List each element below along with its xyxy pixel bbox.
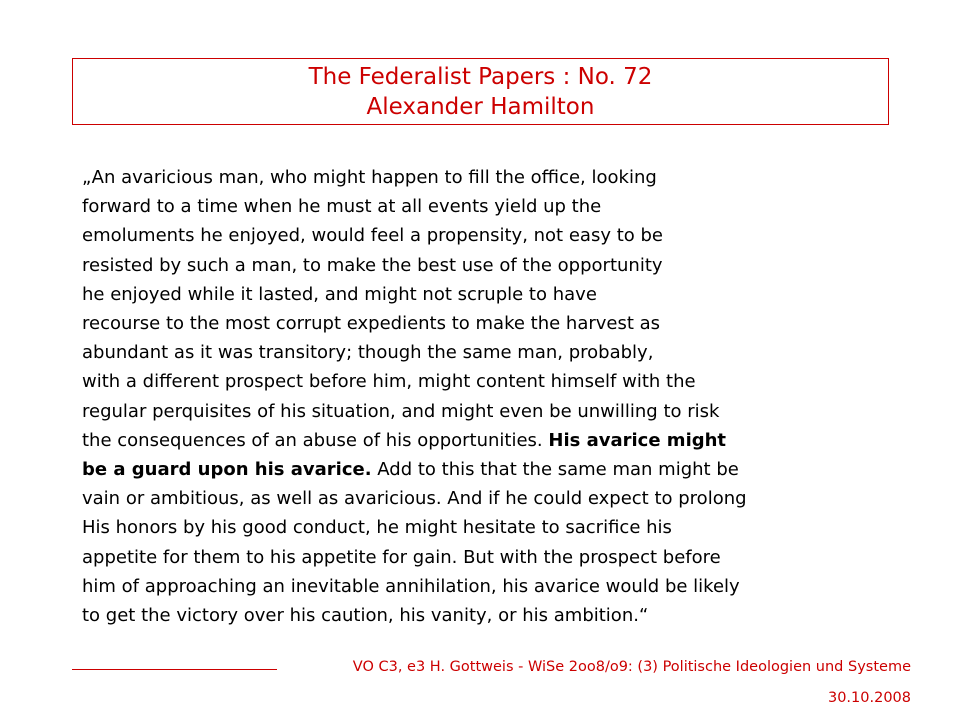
- quote-line: recourse to the most corrupt expedients to make the harvest as: [82, 313, 661, 335]
- quote-line: emoluments he enjoyed, would feel a propensity, not easy to be: [82, 225, 663, 247]
- quote-line: His honors by his good conduct, he might hesitate to sacrifice his: [82, 517, 672, 539]
- quote-line: vain or ambitious, as well as avaricious. And if he could expect to prolong: [82, 488, 747, 510]
- page-title: The Federalist Papers : No. 72: [308, 64, 653, 90]
- quote-line: with a different prospect before him, might content himself with the: [82, 371, 696, 393]
- quote-line: forward to a time when he must at all events yield up the: [82, 196, 602, 218]
- quote-line: appetite for them to his appetite for gain. But with the prospect before: [82, 546, 721, 568]
- quote-emphasis: be a guard upon his avarice.: [82, 459, 372, 481]
- footer-course-info: VO C3, e3 H. Gottweis - WiSe 2oo8/o9: (3) Politische Ideologien und Systeme: [352, 659, 911, 675]
- title-box: [72, 58, 889, 125]
- quote-line: he enjoyed while it lasted, and might not scruple to have: [82, 283, 597, 305]
- quote-line: to get the victory over his caution, his vanity, or his ambition.“: [82, 605, 649, 627]
- quote-emphasis: His avarice might: [548, 429, 727, 451]
- page-subtitle-author: Alexander Hamilton: [366, 94, 595, 120]
- footer-date: 30.10.2008: [827, 690, 911, 706]
- quote-line: [82, 426, 922, 455]
- quote-line: [82, 455, 922, 484]
- footer-divider: [72, 669, 277, 670]
- quote-line: abundant as it was transitory; though the same man, probably,: [82, 342, 654, 364]
- quote-block: [82, 163, 922, 630]
- quote-line: resisted by such a man, to make the best use of the opportunity: [82, 254, 663, 276]
- quote-line: regular perquisites of his situation, and might even be unwilling to risk: [82, 400, 720, 422]
- quote-line: „An avaricious man, who might happen to fill the office, looking: [82, 167, 657, 188]
- quote-line: him of approaching an inevitable annihilation, his avarice would be likely: [82, 575, 740, 597]
- quote-text: Add to this that the same man might be: [371, 459, 739, 481]
- quote-text: the consequences of an abuse of his opportunities.: [82, 429, 549, 451]
